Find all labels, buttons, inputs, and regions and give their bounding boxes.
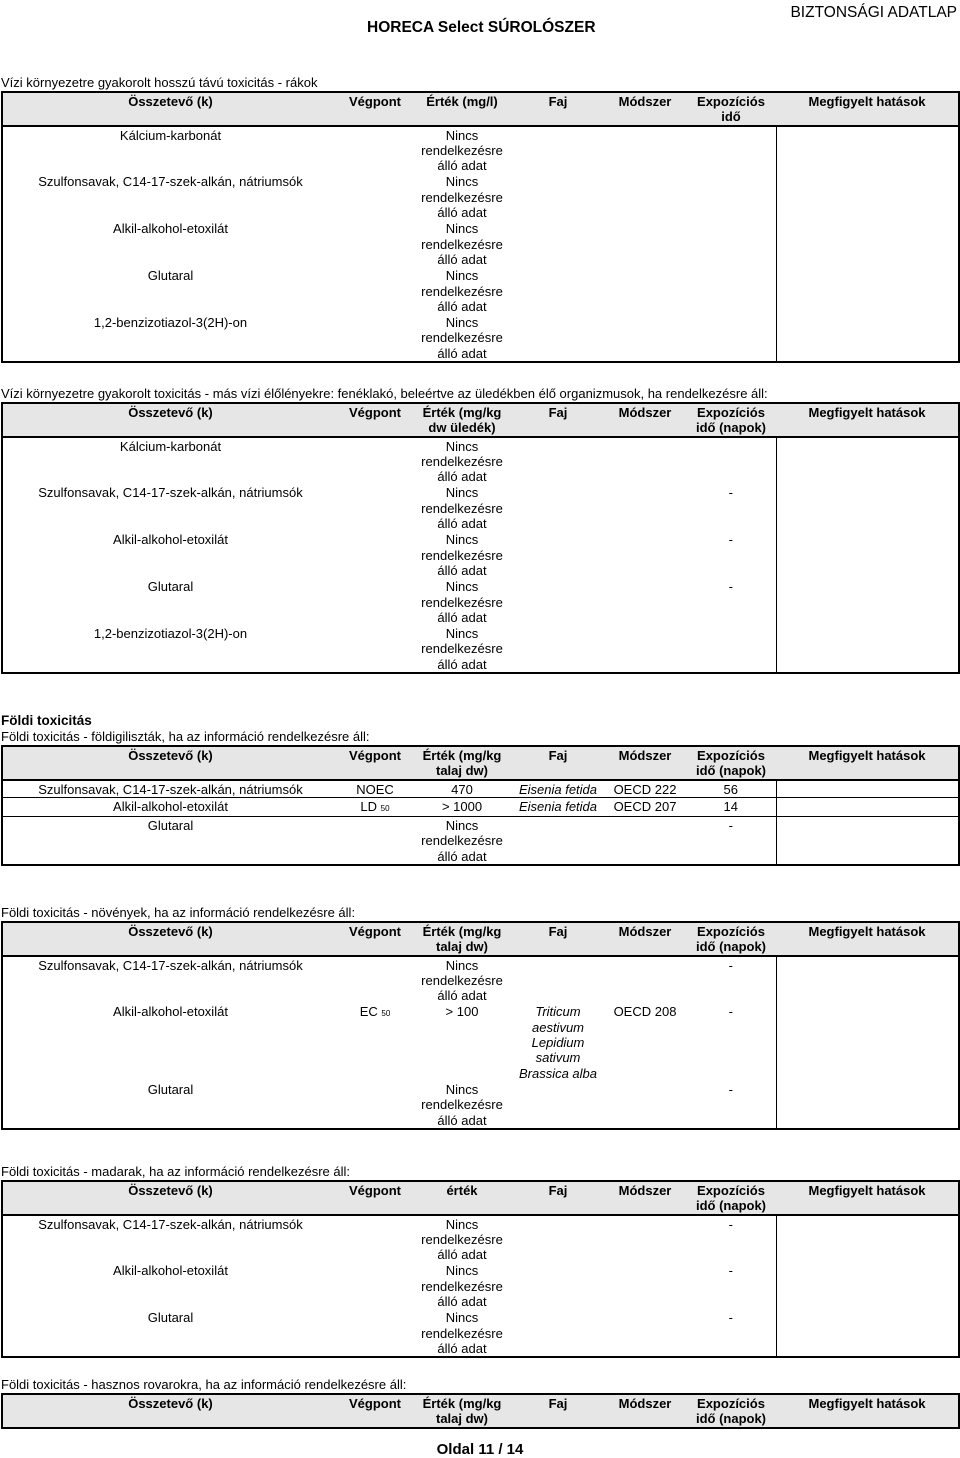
endpoint-text: NOEC — [356, 781, 394, 797]
endpoint-cell — [338, 956, 412, 1004]
table-row — [2, 1309, 959, 1357]
endpoint-cell — [338, 437, 412, 485]
document-type: BIZTONSÁGI ADATLAP — [790, 4, 957, 21]
no-data-text: álló adat — [437, 1112, 487, 1128]
no-data-text: Nincs — [445, 1216, 479, 1232]
col-observed-effects: Megfigyelt hatások — [776, 92, 959, 126]
no-data-text: álló adat — [437, 988, 487, 1004]
observed-effects-cell — [776, 1262, 959, 1309]
species-line: aestivum — [531, 1019, 585, 1035]
table-row — [2, 314, 959, 362]
exposure-time-cell — [686, 267, 776, 314]
exposure-time-cell: - — [728, 579, 733, 595]
species-cell: Eisenia fetida — [512, 780, 604, 798]
no-data-text: Nincs — [445, 268, 479, 284]
component-name: Alkil-alkohol-etoxilát — [2, 220, 338, 267]
col-component: Összetevő (k) — [2, 1394, 338, 1428]
table-row — [2, 484, 959, 531]
species-cell — [512, 1003, 604, 1080]
value-cell — [412, 267, 512, 314]
observed-effects-cell — [776, 1215, 959, 1263]
species-cell: Eisenia fetida — [512, 797, 604, 816]
component-name: Alkil-alkohol-etoxilát — [2, 1262, 338, 1309]
observed-effects-cell — [776, 220, 959, 267]
method-cell — [604, 956, 686, 1004]
method-cell — [604, 437, 686, 485]
value-cell: 470 — [412, 780, 512, 798]
component-name: Glutaral — [2, 578, 338, 625]
species-cell — [512, 1262, 604, 1309]
component-name: Szulfonsavak, C14-17-szek-alkán, nátriumsók — [2, 780, 338, 798]
observed-effects-cell — [776, 578, 959, 625]
no-data-text: rendelkezésre — [421, 283, 503, 299]
no-data-text: Nincs — [445, 485, 479, 501]
endpoint-cell — [338, 1309, 412, 1357]
section-beneficial-insects — [0, 1377, 960, 1429]
no-data-text: álló adat — [437, 562, 487, 578]
no-data-text: rendelkezésre — [421, 547, 503, 563]
table-row — [2, 220, 959, 267]
exposure-time-cell — [686, 173, 776, 220]
observed-effects-cell — [776, 625, 959, 673]
no-data-text: Nincs — [445, 315, 479, 331]
col-exposure-time: Expozíciós idő (napok) — [686, 922, 776, 956]
section-caption: Vízi környezetre gyakorolt hosszú távú toxicitás - rákok — [1, 75, 318, 90]
no-data-text: Nincs — [445, 579, 479, 595]
observed-effects-cell — [776, 1003, 959, 1080]
observed-effects-cell — [776, 780, 959, 798]
observed-effects-cell — [776, 173, 959, 220]
col-component: Összetevő (k) — [2, 1181, 338, 1215]
value-cell — [412, 173, 512, 220]
no-data-text: rendelkezésre — [421, 453, 503, 469]
product-title: HORECA Select SÚROLÓSZER — [367, 19, 596, 36]
col-species: Faj — [512, 403, 604, 437]
col-observed-effects: Megfigyelt hatások — [776, 746, 959, 780]
species-line: Lepidium — [531, 1035, 585, 1051]
table-row — [2, 1003, 959, 1080]
exposure-time-cell: - — [686, 817, 776, 865]
table-header-row — [2, 92, 959, 126]
endpoint-text: EC — [359, 1004, 378, 1020]
endpoint-cell — [338, 1215, 412, 1263]
method-cell — [604, 173, 686, 220]
no-data-text: álló adat — [437, 251, 487, 267]
section-caption: Földi toxicitás - madarak, ha az információ rendelkezésre áll: — [1, 1164, 350, 1179]
no-data-text: rendelkezésre — [421, 1325, 503, 1341]
no-data-text: Nincs — [445, 1081, 479, 1097]
no-data-text: Nincs — [445, 532, 479, 548]
endpoint-subscript: 50 — [380, 803, 390, 813]
value-cell — [412, 956, 512, 1004]
method-cell — [604, 220, 686, 267]
exposure-time-cell: - — [728, 1004, 733, 1020]
no-data-text: álló adat — [437, 609, 487, 625]
table-row — [2, 797, 959, 816]
value-cell — [412, 578, 512, 625]
no-data-text: rendelkezésre — [421, 189, 503, 205]
table-row — [2, 817, 959, 865]
col-species: Faj — [512, 746, 604, 780]
method-cell — [604, 1309, 686, 1357]
no-data-text: Nincs — [445, 127, 479, 143]
species-cell — [512, 437, 604, 485]
bird-toxicity-table — [1, 1180, 960, 1358]
table-row — [2, 531, 959, 578]
exposure-time-cell: - — [686, 1309, 776, 1357]
endpoint-text: LD — [360, 798, 378, 814]
no-data-text: álló adat — [437, 158, 487, 174]
species-cell — [512, 578, 604, 625]
no-data-text: rendelkezésre — [421, 833, 503, 849]
table-header-row — [2, 1394, 959, 1428]
col-component: Összetevő (k) — [2, 746, 338, 780]
value-cell — [412, 126, 512, 174]
species-cell — [512, 484, 604, 531]
species-cell — [512, 267, 604, 314]
method-cell — [604, 1262, 686, 1309]
component-name: Alkil-alkohol-etoxilát — [2, 1003, 338, 1080]
exposure-time-cell: - — [728, 485, 733, 501]
component-name: Szulfonsavak, C14-17-szek-alkán, nátriumsók — [2, 956, 338, 1004]
species-cell — [512, 1081, 604, 1129]
table-row — [2, 625, 959, 673]
sediment-toxicity-table — [1, 402, 960, 674]
component-name: Glutaral — [2, 817, 338, 865]
table-row — [2, 437, 959, 485]
endpoint-cell — [338, 625, 412, 673]
col-exposure-time: Expozíciós idő (napok) — [686, 746, 776, 780]
col-endpoint: Végpont — [338, 922, 412, 956]
col-value: Érték (mg/kg talaj dw) — [412, 1394, 512, 1428]
section-birds — [0, 1164, 960, 1358]
value-cell — [412, 1215, 512, 1263]
species-line: sativum — [535, 1050, 581, 1066]
no-data-text: rendelkezésre — [421, 142, 503, 158]
no-data-text: rendelkezésre — [421, 330, 503, 346]
no-data-text: rendelkezésre — [421, 1278, 503, 1294]
method-cell: OECD 207 — [604, 797, 686, 816]
component-name: Kálcium-karbonát — [2, 437, 338, 485]
no-data-text: álló adat — [437, 848, 487, 864]
no-data-text: álló adat — [437, 516, 487, 532]
observed-effects-cell — [776, 531, 959, 578]
no-data-text: álló adat — [437, 205, 487, 221]
col-component: Összetevő (k) — [2, 922, 338, 956]
no-data-text: Nincs — [445, 1263, 479, 1279]
species-cell — [512, 314, 604, 362]
method-cell — [604, 531, 686, 578]
no-data-text: álló adat — [437, 1340, 487, 1356]
method-cell: OECD 208 — [613, 1004, 677, 1020]
exposure-time-cell — [686, 126, 776, 174]
species-line: Triticum — [535, 1004, 581, 1020]
endpoint-subscript: 50 — [381, 1009, 391, 1019]
component-name: Glutaral — [2, 267, 338, 314]
method-cell — [604, 578, 686, 625]
table-header-row — [2, 403, 959, 437]
method-cell — [604, 484, 686, 531]
col-value: Érték (mg/l) — [412, 92, 512, 126]
page-header — [0, 0, 960, 50]
table-row — [2, 780, 959, 798]
no-data-text: Nincs — [445, 438, 479, 454]
exposure-time-cell: - — [686, 1081, 776, 1129]
observed-effects-cell — [776, 267, 959, 314]
section-crustacean-long-term — [0, 75, 960, 363]
table-row — [2, 173, 959, 220]
component-name: 1,2-benzizotiazol-3(2H)-on — [2, 314, 338, 362]
method-cell — [604, 625, 686, 673]
value-cell — [412, 1309, 512, 1357]
no-data-text: rendelkezésre — [421, 236, 503, 252]
species-cell — [512, 956, 604, 1004]
value-cell — [412, 437, 512, 485]
endpoint-cell — [338, 578, 412, 625]
table-row — [2, 126, 959, 174]
no-data-text: rendelkezésre — [421, 500, 503, 516]
value-cell — [412, 484, 512, 531]
endpoint-cell — [338, 1003, 412, 1080]
no-data-text: Nincs — [445, 818, 479, 834]
exposure-time-cell — [686, 625, 776, 673]
section-caption: Földi toxicitás - hasznos rovarokra, ha az információ rendelkezésre áll: — [1, 1377, 407, 1392]
col-method: Módszer — [604, 922, 686, 956]
col-observed-effects: Megfigyelt hatások — [776, 1181, 959, 1215]
value-cell — [412, 625, 512, 673]
col-observed-effects: Megfigyelt hatások — [776, 922, 959, 956]
endpoint-cell — [338, 780, 412, 798]
table-row — [2, 956, 959, 1004]
insect-toxicity-table — [1, 1393, 960, 1429]
no-data-text: Nincs — [445, 174, 479, 190]
endpoint-cell — [338, 817, 412, 865]
value-cell — [412, 1081, 512, 1129]
table-row — [2, 1081, 959, 1129]
col-method: Módszer — [604, 92, 686, 126]
endpoint-cell — [338, 797, 412, 816]
endpoint-cell — [338, 314, 412, 362]
species-cell — [512, 817, 604, 865]
species-cell — [512, 531, 604, 578]
exposure-time-cell: - — [728, 1263, 733, 1279]
col-exposure-time: Expozíciós idő (napok) — [686, 1181, 776, 1215]
method-cell — [604, 1081, 686, 1129]
col-value: Érték (mg/kg talaj dw) — [412, 922, 512, 956]
no-data-text: álló adat — [437, 298, 487, 314]
component-name: Szulfonsavak, C14-17-szek-alkán, nátriumsók — [2, 1215, 338, 1263]
method-cell — [604, 817, 686, 865]
no-data-text: rendelkezésre — [421, 641, 503, 657]
col-method: Módszer — [604, 746, 686, 780]
table-row — [2, 578, 959, 625]
component-name: Glutaral — [2, 1309, 338, 1357]
col-endpoint: Végpont — [338, 1394, 412, 1428]
value-cell: > 1000 — [412, 797, 512, 816]
col-value: érték — [412, 1181, 512, 1215]
col-component: Összetevő (k) — [2, 403, 338, 437]
exposure-time-cell — [686, 437, 776, 485]
endpoint-cell — [338, 220, 412, 267]
method-cell — [604, 267, 686, 314]
no-data-text: rendelkezésre — [421, 972, 503, 988]
section-earthworms — [0, 712, 960, 866]
exposure-time-cell: 56 — [686, 780, 776, 798]
table-row — [2, 267, 959, 314]
col-endpoint: Végpont — [338, 403, 412, 437]
component-name: Szulfonsavak, C14-17-szek-alkán, nátriumsók — [2, 173, 338, 220]
observed-effects-cell — [776, 797, 959, 816]
table-header-row — [2, 922, 959, 956]
species-cell — [512, 1215, 604, 1263]
exposure-time-cell: - — [728, 1216, 733, 1232]
species-cell — [512, 1309, 604, 1357]
observed-effects-cell — [776, 956, 959, 1004]
exposure-time-cell: 14 — [686, 797, 776, 816]
observed-effects-cell — [776, 437, 959, 485]
col-method: Módszer — [604, 1181, 686, 1215]
col-species: Faj — [512, 922, 604, 956]
species-cell — [512, 625, 604, 673]
table-row — [2, 1215, 959, 1263]
col-observed-effects: Megfigyelt hatások — [776, 403, 959, 437]
method-cell: OECD 222 — [604, 780, 686, 798]
col-exposure-time: Expozíciós idő (napok) — [686, 1394, 776, 1428]
col-exposure-time: Expozíciós idő (napok) — [686, 403, 776, 437]
method-cell — [604, 1215, 686, 1263]
section-sediment-organisms — [0, 386, 960, 674]
no-data-text: Nincs — [445, 957, 479, 973]
col-species: Faj — [512, 92, 604, 126]
method-cell — [604, 314, 686, 362]
section-caption: Földi toxicitás - földigiliszták, ha az információ rendelkezésre áll: — [1, 729, 370, 744]
col-endpoint: Végpont — [338, 746, 412, 780]
no-data-text: álló adat — [437, 469, 487, 485]
endpoint-cell — [338, 1081, 412, 1129]
table-row — [2, 1262, 959, 1309]
table-header-row — [2, 746, 959, 780]
col-species: Faj — [512, 1394, 604, 1428]
no-data-text: rendelkezésre — [421, 1097, 503, 1113]
table-header-row — [2, 1181, 959, 1215]
endpoint-cell — [338, 126, 412, 174]
col-value: Érték (mg/kg talaj dw) — [412, 746, 512, 780]
endpoint-cell — [338, 267, 412, 314]
value-cell — [412, 314, 512, 362]
col-endpoint: Végpont — [338, 1181, 412, 1215]
col-method: Módszer — [604, 1394, 686, 1428]
observed-effects-cell — [776, 1309, 959, 1357]
value-cell — [412, 531, 512, 578]
component-name: Alkil-alkohol-etoxilát — [2, 531, 338, 578]
no-data-text: Nincs — [445, 626, 479, 642]
no-data-text: Nincs — [445, 1310, 479, 1326]
method-cell — [604, 126, 686, 174]
exposure-time-cell — [686, 220, 776, 267]
endpoint-cell — [338, 1262, 412, 1309]
observed-effects-cell — [776, 817, 959, 865]
no-data-text: Nincs — [445, 221, 479, 237]
value-cell: > 100 — [445, 1004, 479, 1020]
value-cell — [412, 220, 512, 267]
species-cell — [512, 220, 604, 267]
component-name: 1,2-benzizotiazol-3(2H)-on — [2, 625, 338, 673]
observed-effects-cell — [776, 314, 959, 362]
endpoint-cell — [338, 531, 412, 578]
species-cell — [512, 173, 604, 220]
no-data-text: álló adat — [437, 656, 487, 672]
species-line: Brassica alba — [518, 1065, 598, 1081]
col-value: Érték (mg/kg dw üledék) — [412, 403, 512, 437]
species-cell — [512, 126, 604, 174]
no-data-text: álló adat — [437, 345, 487, 361]
section-caption: Vízi környezetre gyakorolt toxicitás - más vízi élőlényekre: fenéklakó, beleértve az üledékben élő organizmusok, ha rendelkezésre áll: — [1, 386, 768, 401]
col-method: Módszer — [604, 403, 686, 437]
section-caption: Földi toxicitás - növények, ha az információ rendelkezésre áll: — [1, 905, 356, 920]
no-data-text: álló adat — [437, 1294, 487, 1310]
no-data-text: álló adat — [437, 1247, 487, 1263]
exposure-time-cell: - — [728, 957, 733, 973]
col-exposure-time: Expozíciós idő — [686, 92, 776, 126]
col-component: Összetevő (k) — [2, 92, 338, 126]
exposure-time-cell: - — [728, 532, 733, 548]
no-data-text: rendelkezésre — [421, 1231, 503, 1247]
observed-effects-cell — [776, 484, 959, 531]
endpoint-cell — [338, 173, 412, 220]
earthworm-toxicity-table — [1, 745, 960, 866]
observed-effects-cell — [776, 1081, 959, 1129]
component-name: Szulfonsavak, C14-17-szek-alkán, nátriumsók — [2, 484, 338, 531]
value-cell — [412, 817, 512, 865]
component-name: Glutaral — [2, 1081, 338, 1129]
crustacean-toxicity-table — [1, 91, 960, 363]
col-species: Faj — [512, 1181, 604, 1215]
endpoint-cell — [338, 484, 412, 531]
plant-toxicity-table — [1, 921, 960, 1130]
soil-toxicity-heading: Földi toxicitás — [1, 713, 92, 728]
no-data-text: rendelkezésre — [421, 594, 503, 610]
col-observed-effects: Megfigyelt hatások — [776, 1394, 959, 1428]
page-number: Oldal 11 / 14 — [436, 1441, 524, 1458]
component-name: Alkil-alkohol-etoxilát — [2, 797, 338, 816]
value-cell — [412, 1262, 512, 1309]
component-name: Kálcium-karbonát — [2, 126, 338, 174]
col-endpoint: Végpont — [338, 92, 412, 126]
observed-effects-cell — [776, 126, 959, 174]
exposure-time-cell — [686, 314, 776, 362]
section-plants — [0, 905, 960, 1130]
